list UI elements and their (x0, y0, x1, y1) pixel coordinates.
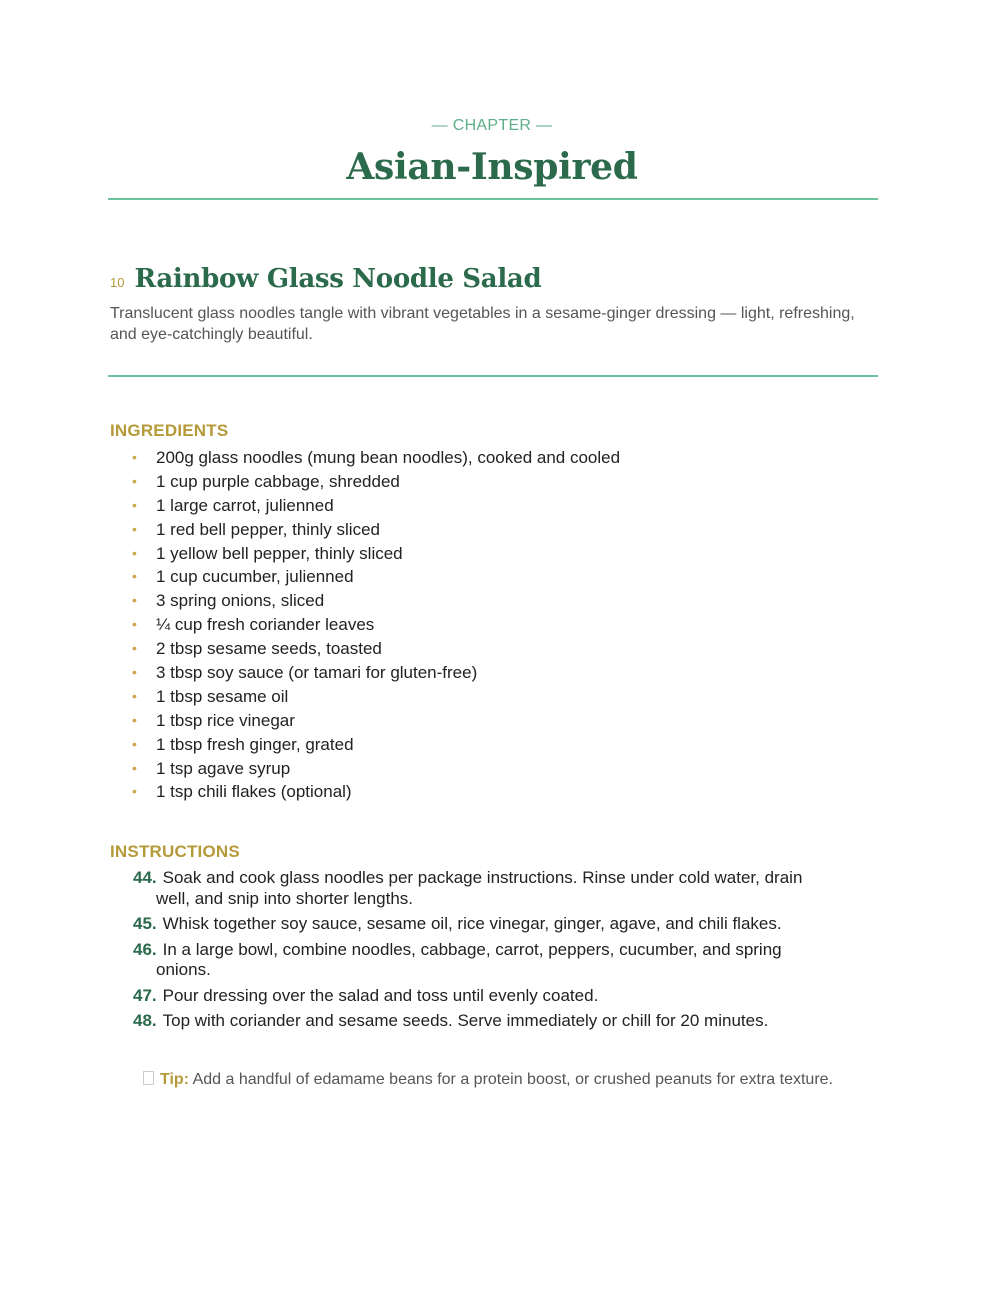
step-text: Pour dressing over the salad and toss until evenly coated. (162, 985, 599, 1005)
chapter-divider (108, 198, 878, 200)
bullet-icon: • (132, 592, 137, 609)
bullet-icon: • (132, 759, 137, 776)
bullet-icon: • (132, 568, 137, 585)
step-text-continued: onions. (156, 960, 211, 979)
ingredient-item (130, 471, 620, 495)
ingredient-text: 1 tsp agave syrup (156, 758, 291, 778)
ingredient-text: 1 red bell pepper, thinly sliced (156, 519, 380, 539)
ingredient-text: ¼ cup fresh coriander leaves (156, 615, 375, 635)
ingredient-text: 200g glass noodles (mung bean noodles), cooked and cooled (156, 448, 621, 467)
ingredient-text: 1 cup cucumber, julienned (156, 567, 354, 587)
step-text: Whisk together soy sauce, sesame oil, rice vinegar, ginger, agave, and chili flakes. (162, 914, 782, 933)
bullet-icon: • (132, 735, 137, 752)
bullet-icon: • (132, 711, 137, 728)
ingredient-item (130, 638, 620, 662)
step-text-continued: well, and snip into shorter lengths. (156, 888, 414, 908)
step-text: In a large bowl, combine noodles, cabbage, carrot, peppers, cucumber, and spring (162, 939, 782, 959)
step-number: 48. (133, 1011, 157, 1030)
ingredient-item (130, 758, 620, 782)
bullet-icon: • (132, 687, 137, 704)
tip-text: Add a handful of edamame beans for a protein boost, or crushed peanuts for extra texture. (192, 1071, 833, 1088)
instruction-list (133, 868, 853, 1037)
ingredient-item (130, 686, 620, 710)
ingredient-text: 1 large carrot, julienned (156, 495, 334, 515)
bullet-icon: • (132, 664, 137, 681)
recipe-description: Translucent glass noodles tangle with vibrant vegetables in a sesame-ginger dressing — light, refreshing, and eye-catchingly beautiful. (110, 305, 855, 343)
step-text: Soak and cook glass noodles per package instructions. Rinse under cold water, drain (162, 868, 803, 887)
bullet-icon: • (132, 783, 137, 800)
lightbulb-icon (143, 1071, 154, 1085)
instructions-heading: INSTRUCTIONS (110, 842, 240, 861)
ingredient-item (130, 614, 620, 638)
step-number: 47. (133, 985, 157, 1005)
bullet-icon: • (132, 449, 137, 465)
ingredient-text: 3 tbsp soy sauce (or tamari for gluten-free) (156, 663, 478, 683)
ingredient-text: 2 tbsp sesame seeds, toasted (156, 639, 382, 659)
bullet-icon: • (132, 544, 137, 561)
ingredient-text: 1 yellow bell pepper, thinly sliced (156, 543, 403, 563)
ingredient-list (130, 447, 620, 805)
recipe-heading (110, 264, 541, 294)
tip-box (143, 1070, 843, 1090)
ingredient-item (130, 590, 620, 614)
instruction-step (133, 1011, 853, 1032)
recipe-divider (108, 375, 878, 377)
ingredient-text: 1 cup purple cabbage, shredded (156, 471, 400, 491)
ingredient-item (130, 543, 620, 567)
ingredient-text: 1 tbsp sesame oil (156, 686, 289, 706)
bullet-icon: • (132, 520, 137, 537)
ingredient-item (130, 734, 620, 758)
step-number: 44. (133, 868, 157, 887)
chapter-label: — CHAPTER — (431, 117, 553, 134)
bullet-icon: • (132, 640, 137, 657)
recipe-number: 10 (110, 275, 125, 290)
instruction-step (133, 914, 853, 935)
step-number: 46. (133, 939, 157, 959)
ingredient-text: 1 tbsp rice vinegar (156, 710, 295, 730)
instruction-step (133, 868, 853, 909)
step-number: 45. (133, 914, 157, 933)
bullet-icon: • (132, 616, 137, 633)
step-text: Top with coriander and sesame seeds. Serve immediately or chill for 20 minutes. (162, 1011, 769, 1030)
ingredient-item (130, 519, 620, 543)
ingredient-item (130, 662, 620, 686)
ingredients-heading: INGREDIENTS (110, 421, 229, 440)
ingredient-item (130, 710, 620, 734)
chapter-title: Asian-Inspired (346, 146, 638, 188)
ingredient-item (130, 495, 620, 519)
bullet-icon: • (132, 472, 137, 489)
instruction-step (133, 986, 853, 1007)
recipe-title: Rainbow Glass Noodle Salad (134, 264, 542, 294)
ingredient-item (130, 566, 620, 590)
ingredient-item (130, 781, 620, 805)
ingredient-text: 1 tbsp fresh ginger, grated (156, 734, 354, 754)
instruction-step (133, 940, 853, 981)
ingredient-text: 1 tsp chili flakes (optional) (156, 782, 352, 802)
tip-label: Tip: (160, 1071, 190, 1088)
bullet-icon: • (132, 496, 137, 513)
ingredient-text: 3 spring onions, sliced (156, 591, 325, 611)
ingredient-item (130, 447, 620, 471)
